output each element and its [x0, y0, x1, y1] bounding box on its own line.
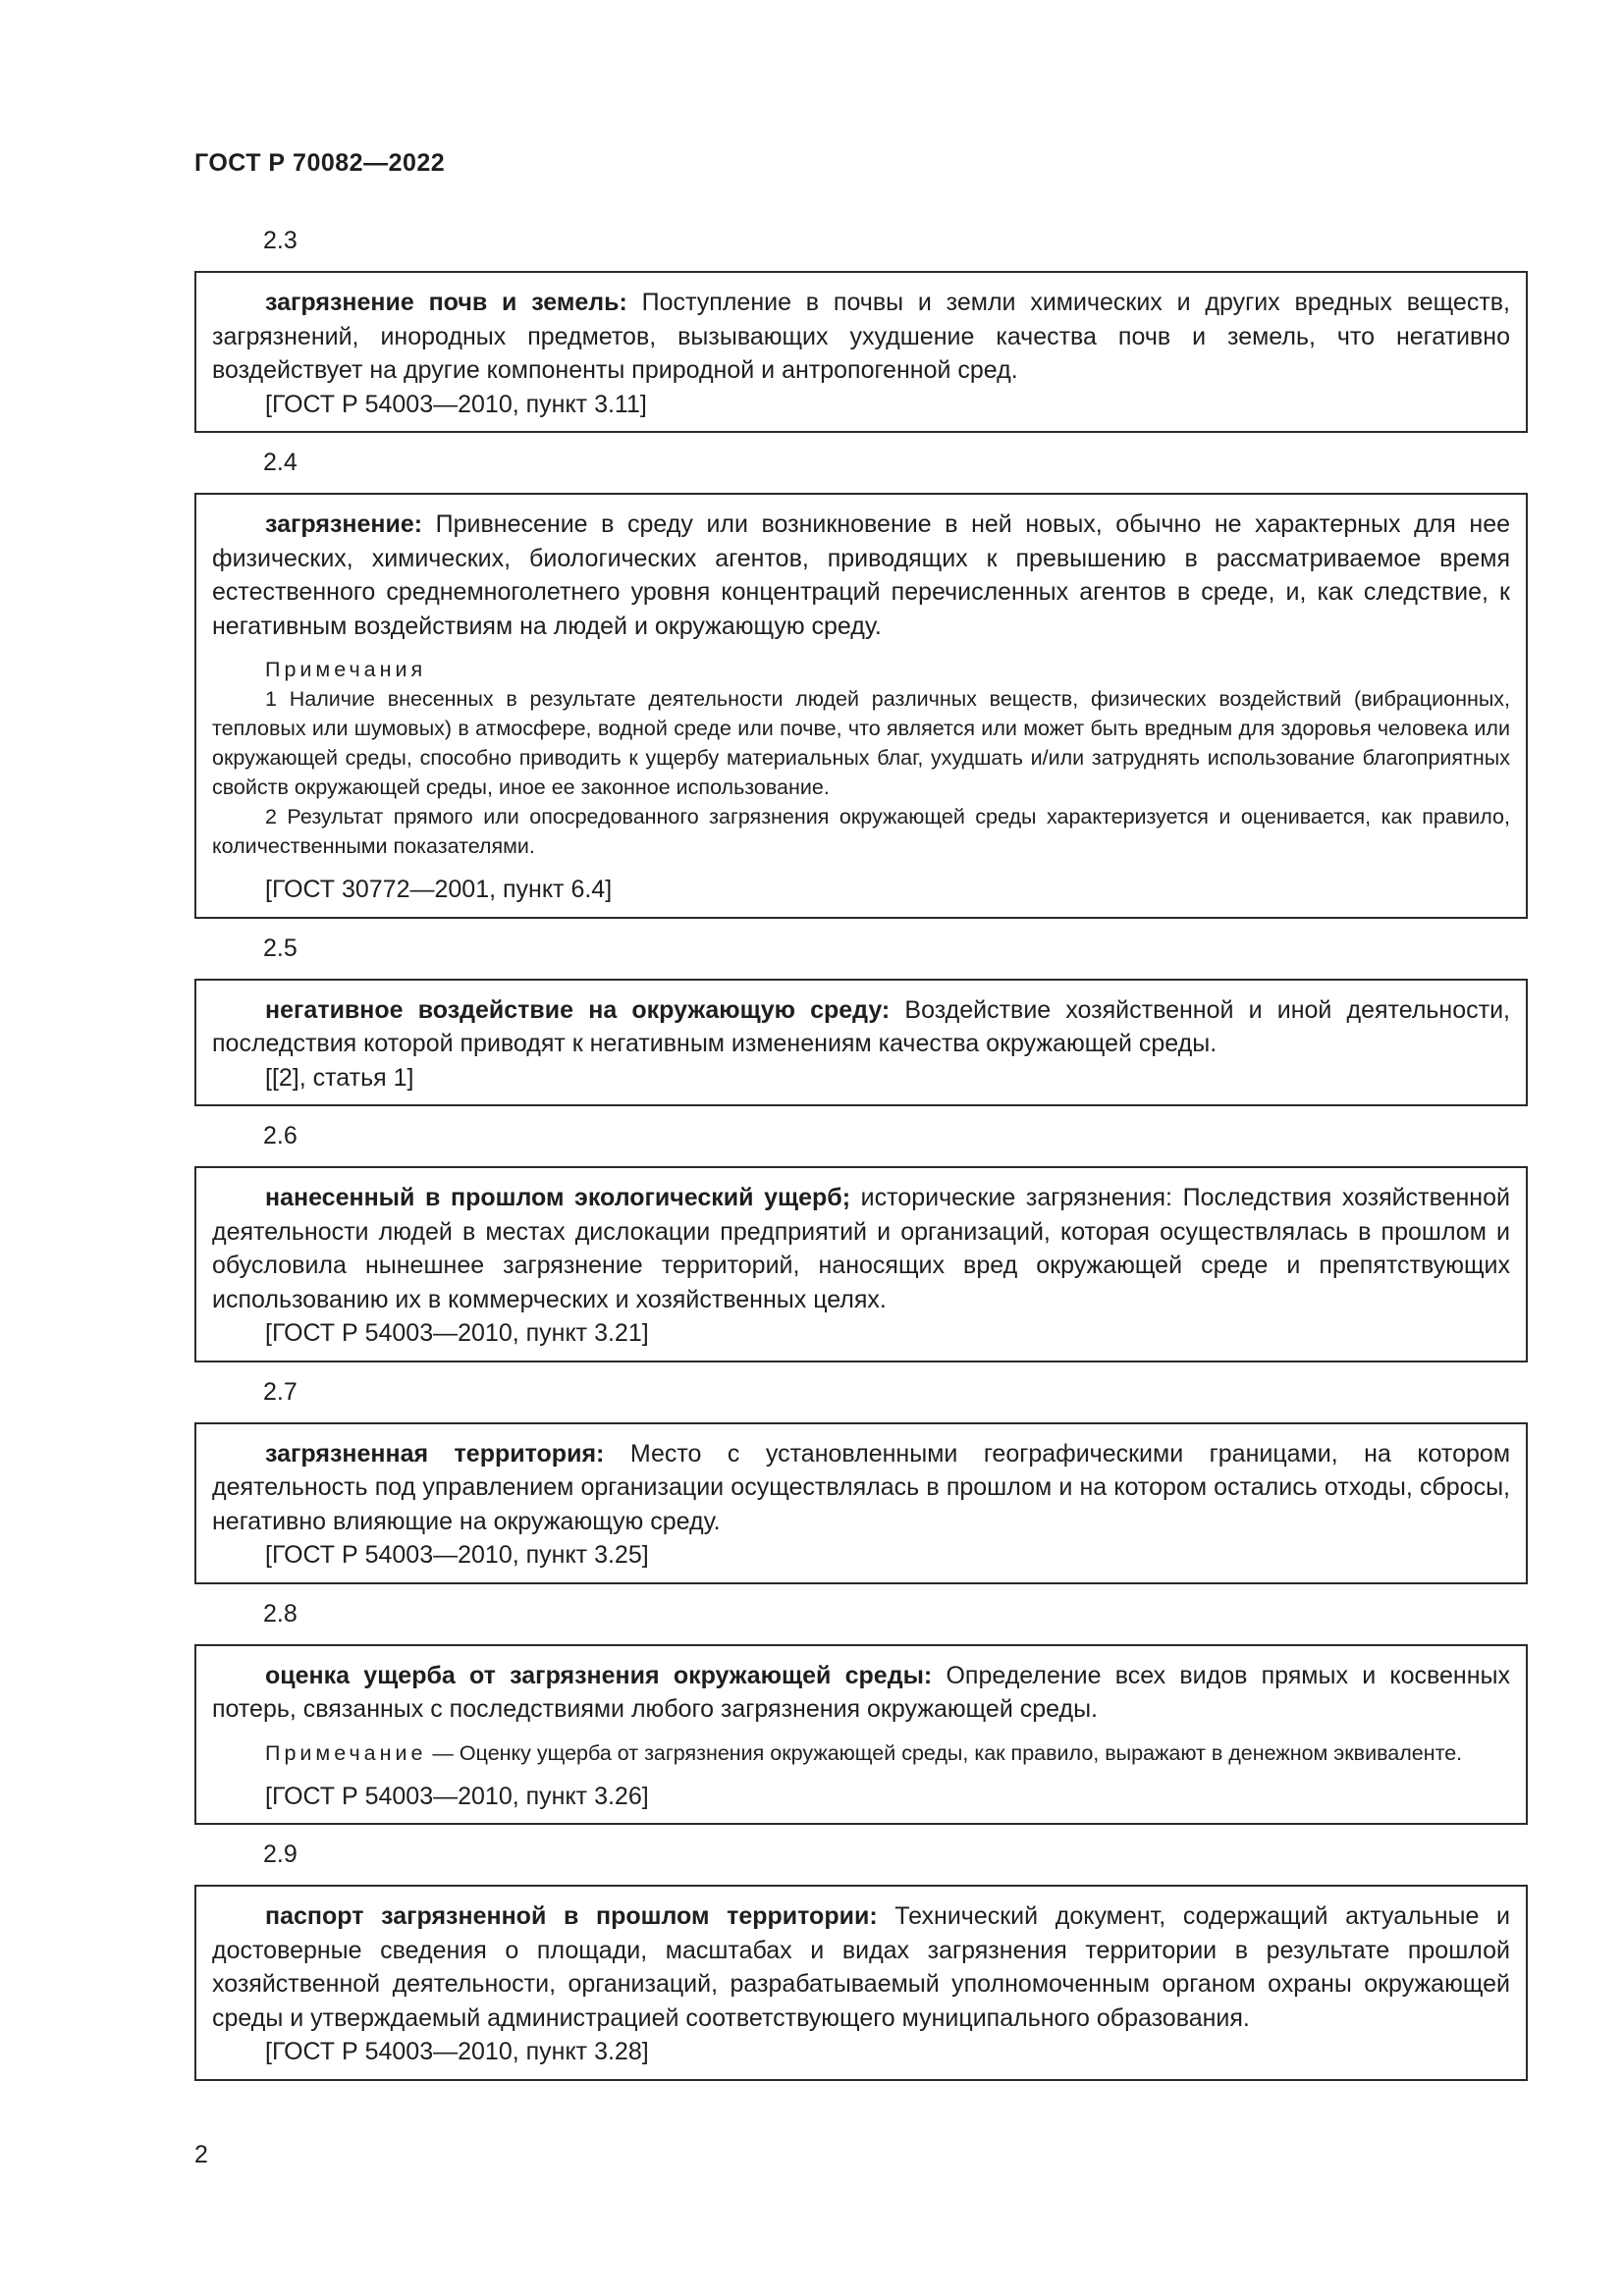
term-number: 2.9 [263, 1841, 298, 1868]
term-source: [ГОСТ Р 54003—2010, пункт 3.25] [265, 1541, 649, 1569]
term-source: [ГОСТ 30772—2001, пункт 6.4] [265, 876, 613, 903]
term-name: нанесенный в прошлом экологический ущерб; [265, 1184, 851, 1211]
term-definition: загрязнение почв и земель: Поступление в почвы и земли химических и других вредных веществ, загрязнений, инородных предметов, вызывающих ухудшение качества почв и земель, что негативно воздействует на другие компоненты природной и антропогенной сред. [212, 289, 1510, 384]
term-source: [ГОСТ Р 54003—2010, пункт 3.21] [265, 1319, 649, 1347]
term-entry-2-8 [194, 1644, 1528, 1826]
notes-block [212, 655, 1510, 861]
term-definition: негативное воздействие на окружающую среду: Воздействие хозяйственной и иной деятельности, последствия которой приводят к негативным изменениям качества окружающей среды. [212, 995, 1511, 1057]
term-source: [ГОСТ Р 54003—2010, пункт 3.11] [265, 390, 647, 418]
term-entry-2-6 [194, 1166, 1528, 1362]
term-number: 2.4 [263, 449, 298, 476]
term-definition: загрязненная территория: Место с установленными географическими границами, на котором деятельность под управлением организации осуществлялась в прошлом и на котором остались отходы, сбросы, негативно влияющие на окружающую среду. [212, 1439, 1511, 1535]
notes-block [212, 1738, 1510, 1768]
term-source: [ГОСТ Р 54003—2010, пункт 3.28] [265, 2038, 649, 2065]
term-number: 2.8 [263, 1599, 298, 1628]
term-name: загрязненная территория: [265, 1439, 605, 1468]
page-number: 2 [194, 2141, 208, 2168]
term-number: 2.3 [263, 227, 298, 254]
term-definition: нанесенный в прошлом экологический ущерб; исторические загрязнения: Последствия хозяйственной деятельности людей в местах дислокации предприятий и организаций, которая осуществлялась в прошлом и обусловила нынешнее загрязнение территорий, наносящих вред окружающей среде и препятствующих использованию их в коммерческих и хозяйственных целях. [212, 1184, 1510, 1313]
note-item: Примечание — Оценку ущерба от загрязнения окружающей среды, как правило, выражают в денежном эквиваленте. [265, 1740, 1463, 1765]
note-item: 2 Результат прямого или опосредованного загрязнения окружающей среды характеризуется и оценивается, как правило, количественными показателями. [212, 805, 1510, 858]
note-label: Примечание [265, 1740, 427, 1765]
terms-list [194, 224, 1528, 2094]
document-header: ГОСТ Р 70082—2022 [194, 149, 446, 177]
term-number: 2.7 [263, 1377, 298, 1406]
notes-heading: Примечания [265, 658, 427, 681]
term-definition: паспорт загрязненной в прошлом территории: Технический документ, содержащий актуальные и достоверные сведения о площади, масштабах и видах загрязнения территории в результате прошлой хозяйственной деятельности, организаций, разрабатываемый уполномоченным органом охраны окружающей среды и утверждаемый администрацией соответствующего муниципального образования. [212, 1902, 1510, 2032]
term-entry-2-3 [194, 271, 1528, 433]
term-name: оценка ущерба от загрязнения окружающей среды: [265, 1661, 933, 1689]
term-number: 2.6 [263, 1122, 298, 1149]
term-name: загрязнение: [265, 510, 423, 538]
term-entry-2-5 [194, 979, 1528, 1107]
term-source: [[2], статья 1] [265, 1063, 414, 1092]
term-definition: загрязнение: Привнесение в среду или возникновение в ней новых, обычно не характерных для нее физических, химических, биологических агентов, приводящих к превышению в рассматриваемое время естественного среднемноголетнего уровня концентраций перечисленных агентов в среде, и, как следствие, к негативным воздействиям на людей и окружающую среду. [212, 510, 1510, 640]
term-name: паспорт загрязненной в прошлом территории: [265, 1902, 878, 1930]
term-entry-2-7 [194, 1422, 1528, 1584]
term-definition: оценка ущерба от загрязнения окружающей среды: Определение всех видов прямых и косвенных потерь, связанных с последствиями любого загрязнения окружающей среды. [212, 1661, 1510, 1723]
term-name: негативное воздействие на окружающую среду: [265, 995, 891, 1024]
term-number: 2.5 [263, 934, 298, 962]
term-entry-2-4 [194, 493, 1528, 919]
term-source: [ГОСТ Р 54003—2010, пункт 3.26] [265, 1782, 649, 1810]
note-item: 1 Наличие внесенных в результате деятельности людей различных веществ, физических воздействий (вибрационных, тепловых или шумовых) в атмосфере, водной среде или почве, что является или может быть вредным для здоровья человека или окружающей среды, способно приводить к ущербу материальных благ, ухудшать и/или затруднять использование благоприятных свойств окружающей среды, иное ее законное использование. [212, 687, 1510, 799]
term-name: загрязнение почв и земель: [265, 289, 627, 316]
term-entry-2-9 [194, 1885, 1528, 2081]
